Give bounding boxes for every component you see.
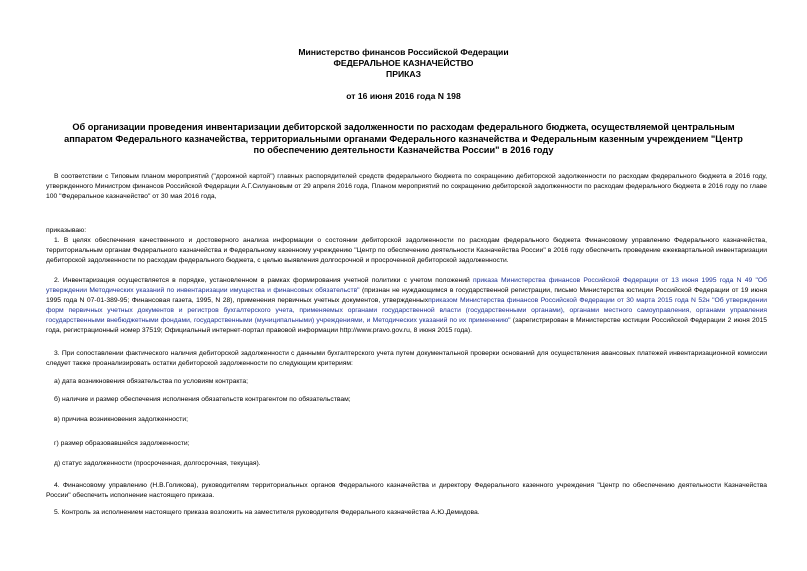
document-type: ПРИКАЗ xyxy=(386,69,421,79)
link-order-52n[interactable]: приказом Министерства финансов Российской Федерации от 30 марта 2015 года N 52н "Об утверждении форм первичных учетных документов и регистров бухгалтерского учета, применяемых органами государственной власти (государственными органами), органами местного самоуправления, органами управления государственными внебюджетными фондами, государственными (муниципальными) учреждениями, и Методических указаний по их применению" xyxy=(46,297,767,324)
criteria-item: в) причина возникновения задолженности; xyxy=(54,416,188,423)
item-2-paragraph xyxy=(46,276,767,336)
agency-name: ФЕДЕРАЛЬНОЕ КАЗНАЧЕЙСТВО xyxy=(333,58,474,68)
criteria-item: д) статус задолженности (просроченная, долгосрочная, текущая). xyxy=(54,460,261,467)
criteria-item: г) размер образовавшейся задолженности; xyxy=(54,440,190,447)
criteria-item: б) наличие и размер обеспечения исполнения обязательств контрагентом по обязательствам; xyxy=(54,396,351,403)
item-2-text-b: (признан не нуждающимся в государственной регистрации, письмо Министерства юстиции Российской Федерации от 19 июня 1995 года N 07-01-389-95; Финансовая газета, 1995, N 28), применения первичных учетных документов, утвержденных xyxy=(46,287,767,304)
item-3-paragraph: 3. При сопоставлении фактического наличия дебиторской задолженности с данными бухгалтерского учета путем документальной проверки оснований для осуществления авансовых платежей инвентаризационной комиссии следует также проанализировать остатки дебиторской задолженности по следующим критериям: xyxy=(46,350,767,367)
item-5-paragraph: 5. Контроль за исполнением настоящего приказа возложить на заместителя руководителя Федерального казначейства А.Ю.Демидова. xyxy=(54,509,480,516)
document-title: Об организации проведения инвентаризации дебиторской задолженности по расходам федерального бюджета, осуществляемой центральным аппаратом Федерального казначейства, территориальными органами Федерального казначейства и Федеральным казенным учреждением "Центр по обеспечению деятельности Казначейства России" в 2016 году xyxy=(64,122,743,155)
link-order-49[interactable]: приказа Министерства финансов Российской Федерации от 13 июня 1995 года N 49 "Об утверждении Методических указаний по инвентаризации имущества и финансовых обязательств" xyxy=(46,277,767,294)
criteria-item: а) дата возникновения обязательства по условиям контракта; xyxy=(54,378,249,385)
item-4-paragraph: 4. Финансовому управлению (Н.В.Голикова), руководителям территориальных органов Федерального казначейства и директору Федерального казенного учреждения "Центр по обеспечению деятельности Казначейства России" обеспечить исполнение настоящего приказа. xyxy=(46,482,767,499)
item-1-paragraph: 1. В целях обеспечения качественного и достоверного анализа информации о состоянии дебиторской задолженности по расходам федерального бюджета Финансовому управлению Федерального казначейства, территориальным органам Федерального казначейства и Федеральному казенному учреждению "Центр по обеспечению деятельности Казначейства России" в 2016 году обеспечить проведение ежеквартальной инвентаризации дебиторской задолженности по расходам федерального бюджета, с целью выявления долгосрочной и просроченной дебиторской задолженности. xyxy=(46,237,767,264)
order-word: приказываю: xyxy=(46,227,87,234)
preamble-paragraph: В соответствии с Типовым планом мероприятий ("дорожной картой") главных распорядителей средств федерального бюджета по сокращению дебиторской задолженности по расходам федерального бюджета в 2016 году, утвержденного Министром финансов Российской Федерации А.Г.Силуановым от 29 апреля 2016 года, Планом мероприятий по сокращению дебиторской задолженности по расходам федерального бюджета в 2016 году по главе 100 "Федеральное казначейство" от 30 мая 2016 года, xyxy=(46,173,767,200)
ministry-name: Министерство финансов Российской Федерации xyxy=(298,47,509,57)
document-date-number: от 16 июня 2016 года N 198 xyxy=(346,91,461,101)
item-2-text-a: 2. Инвентаризация осуществляется в порядке, установленном в рамках формирования учетной политики с учетом положений xyxy=(54,277,473,284)
item-2-text-c: (зарегистрирован в Министерстве юстиции Российской Федерации 2 июня 2015 года, регистрационный номер 37519; Официальный интернет-портал правовой информации http://www.pravo.gov.ru, 8 июня 2015 года). xyxy=(46,317,768,334)
